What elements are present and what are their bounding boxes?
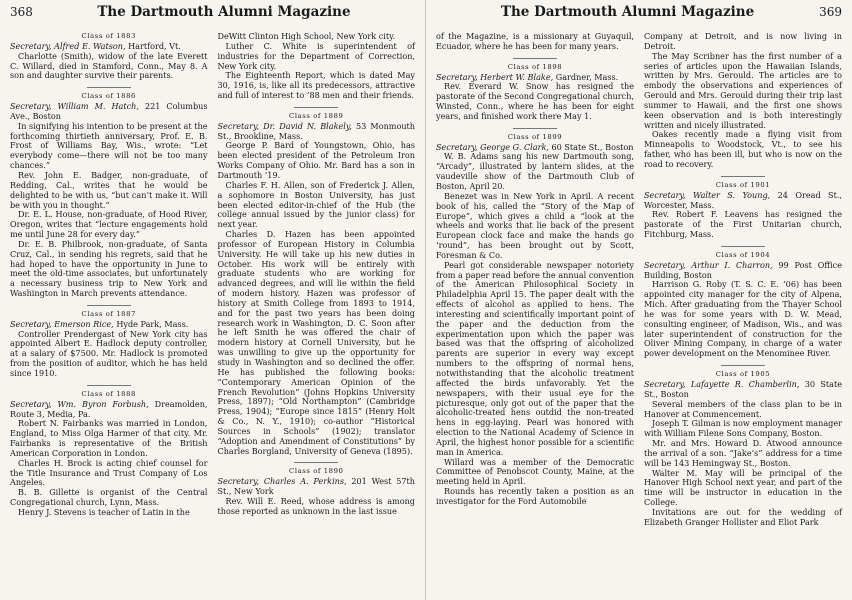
right-page [426, 0, 852, 600]
paragraph: Rev. Will E. Reed, whose address is among those reported as unknown in the last issue [217, 495, 415, 516]
left-page-columns [10, 32, 415, 518]
paragraph: Charles H. Brock is acting chief counsel for the Title Insurance and Trust Company of Los Angeles. [10, 457, 208, 488]
secretary-name: Secretary, Dr. David N. Blakely, [217, 120, 352, 131]
paragraph: of the Magazine, is a missionary at Guyaquil, Ecuador, where he has been for many years. [436, 31, 634, 51]
secretary-name: Secretary, Arthur I. Charron, [644, 259, 773, 270]
paragraph: Dr. E. L. House, non-graduate, of Hood River, Oregon, writes that “lecture engagements hold me until June 28 for every day.” [10, 209, 208, 240]
section-rule [87, 385, 131, 386]
secretary-name: Secretary, Herbert W. Blake, [436, 71, 554, 82]
paragraph: Dr. E. B. Philbrook, non-graduate, of Santa Cruz, Cal., in sending his regrets, said that he had hoped to have the opportunity in June to meet the old-time associates, but unfortunately a necessary business trip to New York and Washington in March prevents attendance. [10, 238, 208, 299]
secretary-line [644, 380, 842, 400]
secretary-address: 53 Monmouth St., Brookline, Mass. [217, 120, 416, 141]
paragraph: Several members of the class plan to be in Hanover at Commencement. [644, 398, 842, 419]
secretary-name: Secretary, Walter S. Young, [644, 189, 771, 200]
secretary-address: 24 Oread St., Worcester, Mass. [644, 189, 842, 210]
paragraph: Robert N. Fairbanks was married in London, England, to Miss Olga Harmer of that city. Mr. Fairbanks is representative of the British American Corporation in London. [10, 418, 208, 458]
right-column-2 [644, 32, 842, 528]
secretary-line [644, 191, 842, 211]
secretary-address: Hyde Park, Mass. [113, 318, 189, 329]
paragraph: Willard was a member of the Democratic Committee of Penobscot County, Maine, at the meeting held in April. [436, 456, 634, 487]
paragraph: B. B. Gillette is organist of the Central Congregational church, Lynn, Mass. [10, 487, 208, 508]
section-rule [87, 87, 131, 88]
right-column-1 [436, 32, 634, 528]
paragraph: Luther C. White is superintendent of industries for the Department of Correction, New York city. [217, 40, 415, 71]
class-heading: Class of 1898 [507, 62, 563, 71]
class-heading: Class of 1887 [81, 309, 136, 318]
secretary-line [218, 122, 416, 142]
paragraph: Rev. John E. Badger, non-graduate, of Redding, Cal., writes that he would be delighted to be with us, “but can’t make it. Will be with you in thought.” [10, 169, 208, 210]
paragraph: Charles F. H. Allen, son of Frederick J. Allen, a sophomore in Boston University, has just been elected editor-in-chief of the Hub (the college annual issued by the junior class) for next year. [217, 179, 415, 230]
paragraph: George P. Bard of Youngstown, Ohio, has been elected president of the Petroleum Iron Works Company of Ohio. Mr. Bard has a son in Dartmouth ’19. [217, 140, 415, 180]
left-page-number: 368 [10, 5, 33, 19]
paragraph: Henry J. Stevens is teacher of Latin in the [18, 506, 190, 517]
left-page-header [10, 4, 415, 26]
secretary-name: Secretary, Emerson Rice, [10, 318, 114, 329]
secretary-address: Hartford, Vt. [125, 40, 181, 51]
secretary-address: Gardner, Mass. [553, 71, 619, 82]
section-rule [513, 58, 557, 59]
class-heading: Class of 1886 [81, 92, 136, 101]
right-page-number: 369 [819, 5, 842, 19]
class-heading: Class of 1889 [289, 111, 344, 120]
paragraph: Pearl got considerable newspaper notoriety from a paper read before the annual convention of the American Philosophical Society in Philadelphia April 15. The paper dealt with the effects of alcohol as applied to hens. The interesting and scientifically important point of the paper and the deduction from the experimentation upon which the paper was based was that the offspring of alcoholized parents are superior in every way except numbers to the offspring of normal hens, notwithstanding that the alcoholic treatment affected the birds unfavorably. Yet the newspapers, with their usual eye for the picturesque, only got out of the paper that the alcoholic-treated hens outdid the non-treated hens in egg-laying. Pearl was honored with election to the National Academy of Science in April, the highest honor possible for a scientific man in America. [436, 259, 634, 457]
section-rule [87, 305, 131, 306]
section-rule [721, 176, 765, 177]
secretary-address: 60 State St., Boston [548, 141, 634, 152]
paragraph: DeWitt Clinton High School, New York city. [217, 31, 396, 41]
right-page-header [436, 4, 842, 26]
paragraph: Rev. Robert F. Leavens has resigned the pastorate of the First Unitarian church, Fitchburg, Mass. [644, 209, 842, 240]
secretary-line [10, 102, 208, 122]
paragraph: Invitations are out for the wedding of Elizabeth Granger Hollister and Eliot Park [644, 506, 842, 527]
right-page-columns [436, 32, 842, 528]
left-page-title: The Dartmouth Alumni Magazine [97, 4, 351, 20]
paragraph: Benezet was in New York in April. A recent book of his, called the “Story of the Map of Europe”, which gives a child a “look at the wheels and works that lie back of the present European clock face and make the hands go ‘round”, has been brought out by Scott, Foresman & Co. [436, 190, 634, 260]
left-column-2 [218, 32, 416, 518]
paragraph: Charlotte (Smith), widow of the late Everett C. Willard, died in Stamford, Conn., May 8. A son and daughter survive their parents. [10, 50, 208, 81]
secretary-line [218, 477, 416, 497]
paragraph: Mr. and Mrs. Howard D. Atwood announce the arrival of a son. “Jake’s” address for a time will be 143 Hemingway St., Boston. [644, 438, 842, 468]
secretary-line [10, 400, 208, 420]
section-rule [294, 462, 338, 463]
class-heading: Class of 1904 [715, 250, 771, 259]
paragraph: Harrison G. Roby (T. S. C. E. ’06) has been appointed city manager for the city of Alpena, Mich. After graduating from the Thayer School he was for some years with D. W. Mead, consulting engineer, of Madison, Wis., and was later superintendent of construction for the Oliver Mining Company, in charge of a water power development on the Menominee River. [644, 279, 842, 359]
paragraph: In signifying his intention to be present at the forthcoming thirtieth anniversary, Prof. E. B. Frost of Williams Bay, Wis., wrote: “Let everybody come—there will not be too many chances.” [10, 120, 208, 171]
section-rule [294, 107, 338, 108]
paragraph: The May Scribner has the first number of a series of articles upon the Hawaiian Islands, written by Mrs. Gerould. The articles are to embody the observations and experiences of Gerould and Mrs. Gerould during their trip last summer to Hawaii, and the first one shows keen observation and is both interestingly written and nicely illustrated. [644, 50, 842, 130]
class-heading: Class of 1901 [715, 180, 771, 189]
paragraph: W. B. Adams sang his new Dartmouth song, “Arcady”, illustrated by lantern slides, at the vaudeville show of the Dartmouth Club of Boston, April 20. [436, 151, 634, 191]
class-heading: Class of 1899 [507, 132, 563, 141]
secretary-name: Secretary, Wm. Byron Forbush, [10, 398, 149, 409]
paragraph: Joseph T. Gilman is now employment manager with William Filene Sons Company, Boston. [644, 418, 842, 439]
paragraph: Oakes recently made a flying visit from Minneapolis to Woodstock, Vt., to see his father, who has been ill, but who is now on the road to recovery. [644, 129, 842, 169]
paragraph: Charles D. Hazen has been appointed professor of European History in Columbia University. He will take up his new duties in October. His work will be entirely with graduate students who are working for advanced degrees, and will lie within the field of modern history. Hazen was professor of history at Smith College from 1893 to 1914, and for the past two years has been doing research work in Washington, D. C. Soon after he left Smith he was offered the chair of modern history at Cornell University, but he was unwilling to give up the opportunity for study in Washington and so declined the offer. He has published the following books: “Contemporary American Opinion of the French Revolution” (Johns Hopkins University Press, 1897); “Old Northampton” (Cambridge Press, 1904); “Europe since 1815” (Henry Holt & Co., N. Y., 1910); co-author “Historical Sources in Schools” (1902); translator “Adoption and Amendment of Constitutions” by Charles Borgland, University of Geneva (1895). [217, 229, 415, 456]
paragraph: Controller Prendergast of New York city has appointed Albert E. Hadlock deputy controller, at a salary of $7500. Mr. Hadlock is promoted from the position of auditor, which he has held since 1910. [10, 328, 208, 378]
secretary-address: 201 West 57th St., New York [217, 476, 415, 497]
secretary-name: Secretary, George G. Clark, [436, 141, 549, 152]
section-rule [513, 128, 557, 129]
class-heading: Class of 1888 [81, 389, 136, 398]
secretary-address: 30 State St., Boston [644, 379, 842, 399]
secretary-line [644, 261, 842, 281]
paragraph: Rounds has recently taken a position as an investigator for the Ford Automobile [436, 486, 634, 506]
secretary-name: Secretary, Alfred E. Watson, [10, 40, 126, 51]
secretary-name: Secretary, William M. Hatch, [10, 101, 139, 112]
left-column-1 [10, 32, 208, 518]
secretary-name: Secretary, Lafayette R. Chamberlin, [644, 379, 800, 389]
paragraph: Company at Detroit, and is now living in Detroit. [644, 31, 842, 51]
right-page-title: The Dartmouth Alumni Magazine [500, 4, 755, 20]
secretary-address: 99 Post Office Building, Boston [644, 259, 842, 280]
paragraph: Rev. Everard W. Snow has resigned the pastorate of the Second Congregational church, Winsted, Conn., where he has been for eight years, and finished work there May 1. [436, 81, 634, 121]
class-heading: Class of 1890 [289, 467, 344, 476]
section-rule [721, 246, 765, 247]
secretary-address: 221 Columbus Ave., Boston [10, 101, 208, 121]
secretary-name: Secretary, Charles A. Perkins, [217, 476, 347, 487]
class-heading: Class of 1883 [81, 32, 136, 40]
paragraph: Walter M. May will be principal of the Hanover High School next year, and part of the time will be instructor in education in the College. [644, 467, 842, 508]
class-heading: Class of 1905 [715, 370, 771, 379]
paragraph: The Eighteenth Report, which is dated May 30, 1916, is, like all its predecessors, attractive and full of interest to ’88 men and their friends. [217, 70, 415, 101]
secretary-address: Dreamolden, Route 3, Media, Pa. [10, 398, 208, 419]
section-rule [721, 365, 765, 366]
